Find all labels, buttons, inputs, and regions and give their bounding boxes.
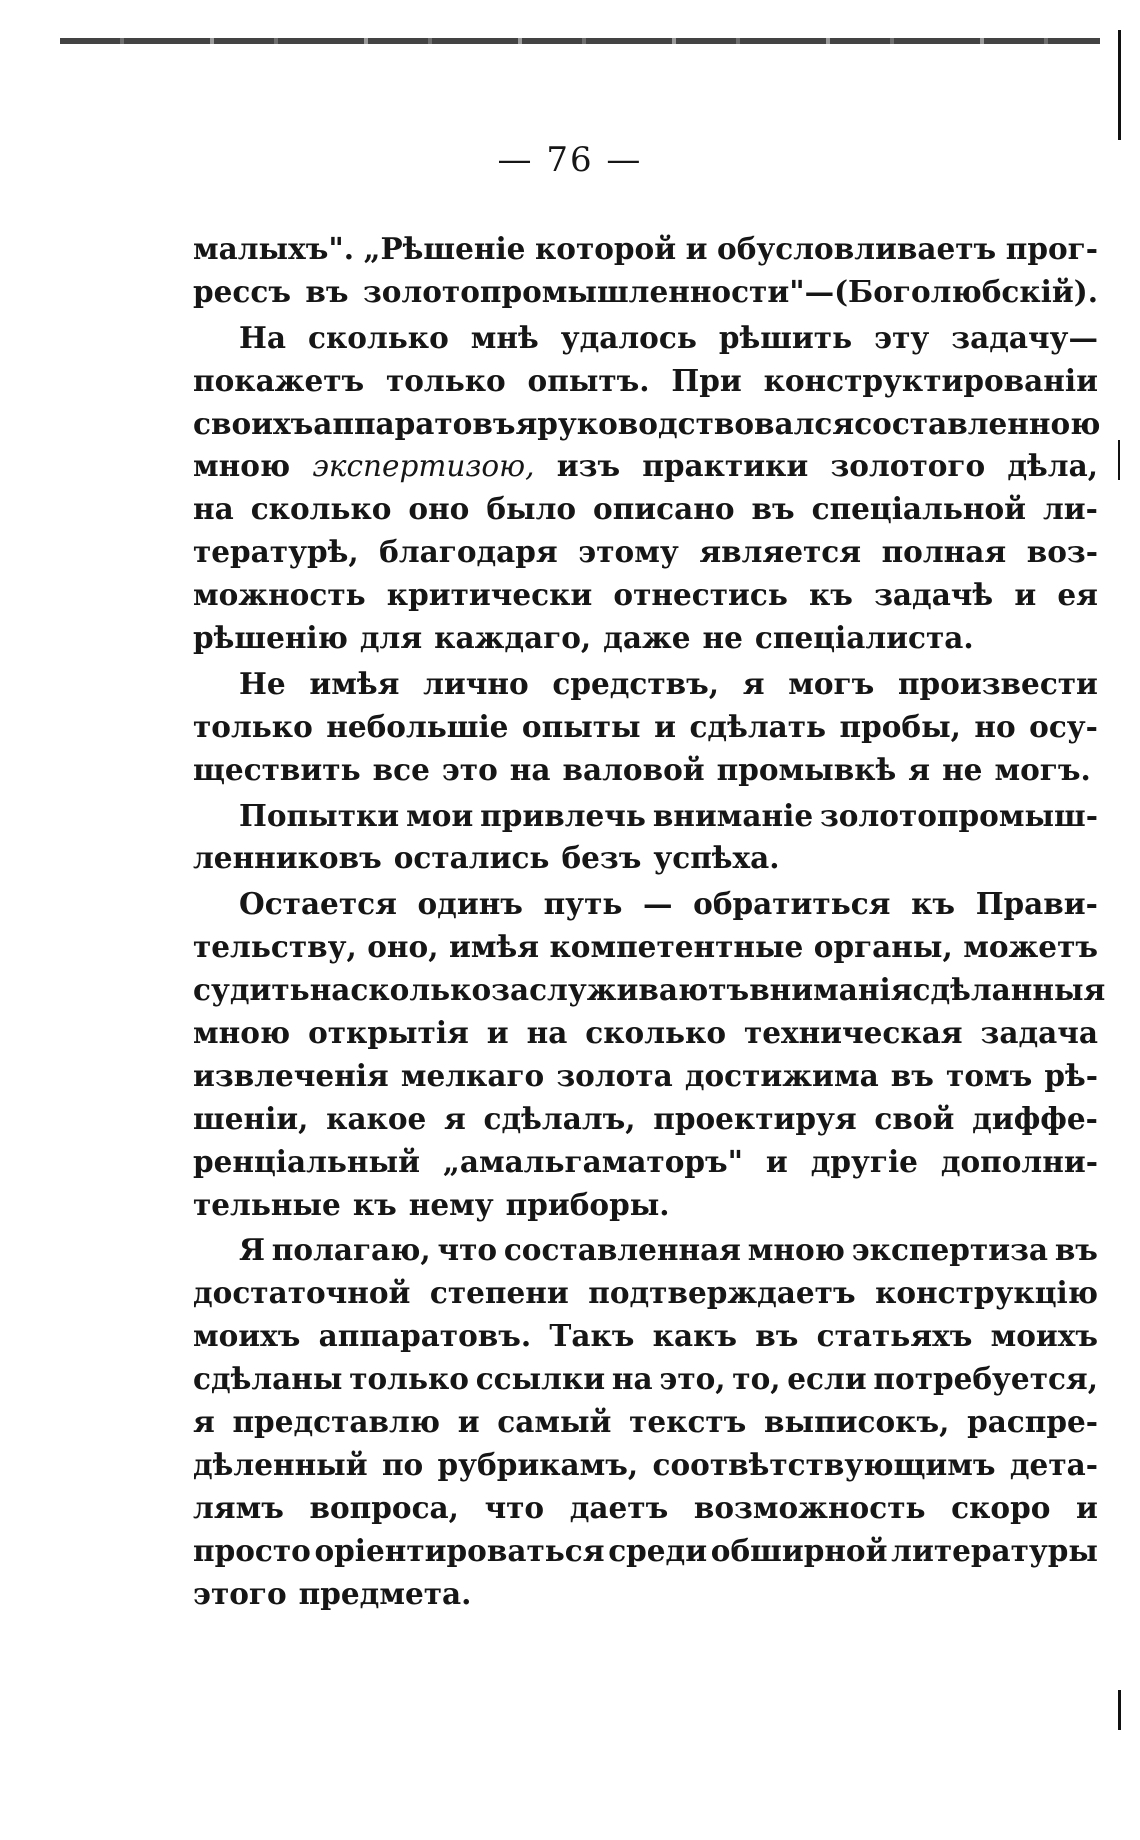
word: какъ (652, 1318, 738, 1354)
word: я (193, 1404, 215, 1440)
word: оно, (367, 929, 439, 965)
word: удалось (560, 319, 697, 355)
word: свой (874, 1100, 955, 1136)
word: составленною (854, 405, 1101, 441)
word: рубрикамъ, (437, 1446, 639, 1482)
word: то, (732, 1361, 781, 1397)
text-line (193, 969, 1106, 1012)
text-line (193, 228, 1098, 271)
word: рѣшенію (193, 620, 348, 656)
word: При (671, 362, 742, 398)
word: описано (593, 491, 735, 527)
word: золотопромышленности"—(Боголюбскій). (362, 273, 1098, 309)
word: благодаря (379, 534, 558, 570)
word: этого (193, 1575, 287, 1611)
word: извлеченія (193, 1057, 389, 1093)
word: даетъ (569, 1489, 669, 1525)
word: лично (423, 665, 529, 701)
text-line (193, 1141, 1098, 1184)
word: мнѣ (470, 319, 539, 355)
word: я (742, 665, 765, 701)
word: тературѣ, (193, 534, 359, 570)
word: воз- (1026, 534, 1098, 570)
word: покажетъ (193, 362, 365, 398)
word: насколько (309, 972, 492, 1008)
text-line (193, 1573, 1098, 1616)
word: имѣя (309, 665, 400, 701)
word: эту (874, 319, 930, 355)
word: тельству, (193, 929, 357, 965)
word: не (702, 620, 743, 656)
word: руководствовался (537, 405, 855, 441)
word: было (486, 491, 577, 527)
paragraph (193, 1229, 1098, 1615)
word: на (193, 491, 234, 527)
text-line (193, 837, 1098, 880)
text-line (193, 1012, 1098, 1055)
word: ссылки (475, 1361, 606, 1397)
word: тельные (193, 1186, 341, 1222)
text-line (193, 271, 1098, 314)
word: оріентироваться (314, 1532, 605, 1568)
text-line (193, 1184, 1098, 1227)
text-line (193, 1401, 1098, 1444)
text-line (193, 531, 1098, 574)
word: Попытки (239, 797, 400, 833)
word: моихъ (193, 1318, 301, 1354)
text-line (193, 1444, 1098, 1487)
word: путь (543, 886, 623, 922)
word: могъ. (994, 751, 1091, 787)
word: другіе (810, 1143, 918, 1179)
page-number: — 76 — (497, 140, 643, 180)
word: и (457, 1404, 480, 1440)
word: только (385, 362, 506, 398)
margin-mark (1118, 440, 1120, 480)
word: лямъ (193, 1489, 284, 1525)
word: рѣ- (1044, 1057, 1098, 1093)
word: томъ (946, 1057, 1033, 1093)
text-line (193, 1315, 1098, 1358)
word: не (942, 751, 983, 787)
top-rule (60, 38, 1100, 44)
word: въ (890, 1057, 934, 1093)
word: На (239, 319, 286, 355)
word: все (372, 751, 430, 787)
word: выписокъ, (764, 1404, 950, 1440)
word: что (484, 1489, 545, 1525)
word: критически (386, 577, 593, 613)
word: моихъ (990, 1318, 1098, 1354)
word: этому (578, 534, 679, 570)
margin-mark (1118, 30, 1121, 140)
text-line (193, 883, 1098, 926)
paragraph (193, 795, 1098, 881)
word: мои (406, 797, 474, 833)
word: остались (393, 840, 550, 876)
word: Такъ (549, 1318, 635, 1354)
word: является (699, 534, 862, 570)
word: спеціальной (811, 491, 1027, 527)
word: текстъ (629, 1404, 747, 1440)
word: и (654, 708, 676, 744)
paragraph (193, 663, 1098, 792)
word: на (611, 1361, 653, 1397)
word: обусловливаетъ (717, 231, 997, 266)
paragraph-gap (193, 1616, 1098, 1619)
text-line (193, 1487, 1098, 1530)
text-line (193, 617, 1098, 660)
word: мною (193, 1015, 291, 1051)
word: обратиться (693, 886, 891, 922)
word: возможность (693, 1489, 926, 1525)
word: изъ (556, 448, 621, 484)
word: вниманія (749, 972, 913, 1008)
word: даже (603, 620, 691, 656)
word: самый (497, 1404, 612, 1440)
word: въ (755, 1318, 799, 1354)
word: мною (193, 448, 291, 484)
word: произвести (897, 665, 1098, 701)
word: открытія (308, 1015, 469, 1051)
word: для (359, 620, 423, 656)
word: только (193, 708, 313, 744)
word: которой (534, 231, 677, 266)
text-line (193, 749, 1098, 792)
word: степени (429, 1275, 569, 1311)
text-line (193, 1055, 1098, 1098)
word: успѣха. (653, 840, 780, 876)
word: опыты (521, 708, 641, 744)
word: дѣла, (1007, 448, 1098, 484)
margin-mark (1118, 1690, 1121, 1730)
word: и (685, 231, 708, 266)
word: органы, (813, 929, 953, 965)
word: — (643, 886, 673, 922)
word: только (349, 1361, 469, 1397)
word: если (787, 1361, 867, 1397)
text-line (193, 1530, 1098, 1573)
word: аппаратовъ (313, 405, 516, 441)
word: спеціалиста. (754, 620, 974, 656)
text-line (193, 445, 1098, 488)
word: мною (747, 1232, 845, 1268)
word: ленниковъ (193, 840, 382, 876)
word: практики (642, 448, 809, 484)
word: золотопромыш- (819, 797, 1098, 833)
word: валовой (562, 751, 705, 787)
word: и (486, 1015, 509, 1051)
word: это (441, 751, 498, 787)
text-line (193, 926, 1098, 969)
word: достаточной (193, 1275, 411, 1311)
word: предмета. (298, 1575, 472, 1611)
word: къ (809, 577, 853, 613)
text-line (193, 1229, 1098, 1272)
word: я (444, 1100, 466, 1136)
word: могъ (788, 665, 875, 701)
word: Не (239, 665, 286, 701)
word: къ (911, 886, 956, 922)
paragraph (193, 883, 1106, 1226)
word: ренціальный (193, 1143, 420, 1179)
word: сдѣланы (193, 1361, 343, 1397)
word: это, (659, 1361, 726, 1397)
word: имѣя (448, 929, 539, 965)
word: литературы (891, 1532, 1098, 1568)
word: Прави- (975, 886, 1098, 922)
word: оно (408, 491, 470, 527)
word: дета- (1009, 1446, 1098, 1482)
text-line (193, 1358, 1098, 1401)
word: задачу— (951, 319, 1098, 355)
word: безъ (561, 840, 642, 876)
word: экспертиза (851, 1232, 1049, 1268)
word: задачѣ (874, 577, 994, 613)
word: диффе- (972, 1100, 1098, 1136)
word: вниманіе (652, 797, 814, 833)
word: обширной (710, 1532, 888, 1568)
word: сдѣлалъ, (483, 1100, 636, 1136)
word: можность (193, 577, 366, 613)
word: пробы, (839, 708, 961, 744)
word: конструкцію (875, 1275, 1098, 1311)
word: заслуживаютъ (491, 972, 750, 1008)
word: мелкаго (400, 1057, 545, 1093)
word: какое (326, 1100, 427, 1136)
word: составленная (503, 1232, 741, 1268)
word: распре- (967, 1404, 1098, 1440)
word: „амальгаматоръ" (442, 1143, 744, 1179)
word: небольшіе (326, 708, 509, 744)
word: и (1014, 577, 1037, 613)
word: рессъ (193, 273, 291, 309)
text-line (193, 1098, 1098, 1141)
word: рѣшить (718, 319, 853, 355)
word: ществить (193, 751, 361, 787)
word: я (515, 405, 538, 441)
word: потребуется, (873, 1361, 1098, 1397)
text-line (193, 317, 1098, 360)
text-line (193, 1272, 1098, 1315)
word: Остается (239, 886, 397, 922)
word: полная (881, 534, 1007, 570)
word: золотого (830, 448, 986, 484)
word: что (437, 1232, 498, 1268)
word: на (509, 751, 551, 787)
word: малыхъ". (193, 231, 354, 266)
word: каждаго, (434, 620, 592, 656)
word: своихъ (193, 405, 314, 441)
word: просто (193, 1532, 311, 1568)
word: на (526, 1015, 568, 1051)
word: скоро (951, 1489, 1051, 1525)
word: экспертизою, (312, 449, 535, 484)
word: и (765, 1143, 788, 1179)
word: компетентные (549, 929, 804, 965)
word: аппаратовъ. (318, 1318, 532, 1354)
word: задача (980, 1015, 1098, 1051)
word: проектируя (653, 1100, 857, 1136)
word: опытъ. (527, 362, 650, 398)
word: сколько (250, 491, 392, 527)
word: въ (751, 491, 795, 527)
word: и (1076, 1489, 1098, 1525)
word: подтверждаетъ (588, 1275, 856, 1311)
word: Я (239, 1232, 266, 1268)
word: но (974, 708, 1016, 744)
word: приборы. (505, 1186, 670, 1222)
word: ея (1057, 577, 1098, 613)
word: нему (408, 1186, 494, 1222)
word: сдѣлать (689, 708, 827, 744)
word: прог- (1005, 231, 1098, 266)
word: средствъ, (552, 665, 720, 701)
word: техническая (743, 1015, 963, 1051)
word: одинъ (417, 886, 523, 922)
word: сдѣланныя (912, 972, 1106, 1008)
word: вопроса, (309, 1489, 459, 1525)
word: золота (556, 1057, 673, 1093)
word: въ (305, 273, 349, 309)
word: достижима (684, 1057, 879, 1093)
word: соотвѣтствующимъ (652, 1446, 996, 1482)
body-text (193, 228, 1106, 1619)
word: представлю (232, 1404, 441, 1440)
word: ли- (1043, 491, 1098, 527)
word: „Рѣшеніе (363, 231, 526, 266)
word: шеніи, (193, 1100, 309, 1136)
text-line (193, 360, 1098, 403)
text-line (193, 403, 1101, 446)
word: среди (608, 1532, 708, 1568)
word: промывкѣ (716, 751, 897, 787)
text-line (193, 574, 1098, 617)
word: я (908, 751, 931, 787)
word: конструктированіи (763, 362, 1098, 398)
paragraph (193, 317, 1101, 660)
word: сколько (585, 1015, 727, 1051)
text-line (193, 663, 1098, 706)
word: статьяхъ (816, 1318, 973, 1354)
word: отнестись (613, 577, 788, 613)
text-line (193, 706, 1098, 749)
word: осу- (1029, 708, 1098, 744)
word: можетъ (963, 929, 1098, 965)
text-line (193, 795, 1098, 838)
word: дополни- (940, 1143, 1098, 1179)
word: по (381, 1446, 424, 1482)
paragraph (193, 228, 1098, 314)
word: полагаю, (271, 1232, 431, 1268)
word: дѣленный (193, 1446, 368, 1482)
word: сколько (308, 319, 449, 355)
text-line (193, 488, 1098, 531)
word: къ (352, 1186, 397, 1222)
word: судить (193, 972, 310, 1008)
word: привлечь (480, 797, 646, 833)
word: въ (1054, 1232, 1098, 1268)
